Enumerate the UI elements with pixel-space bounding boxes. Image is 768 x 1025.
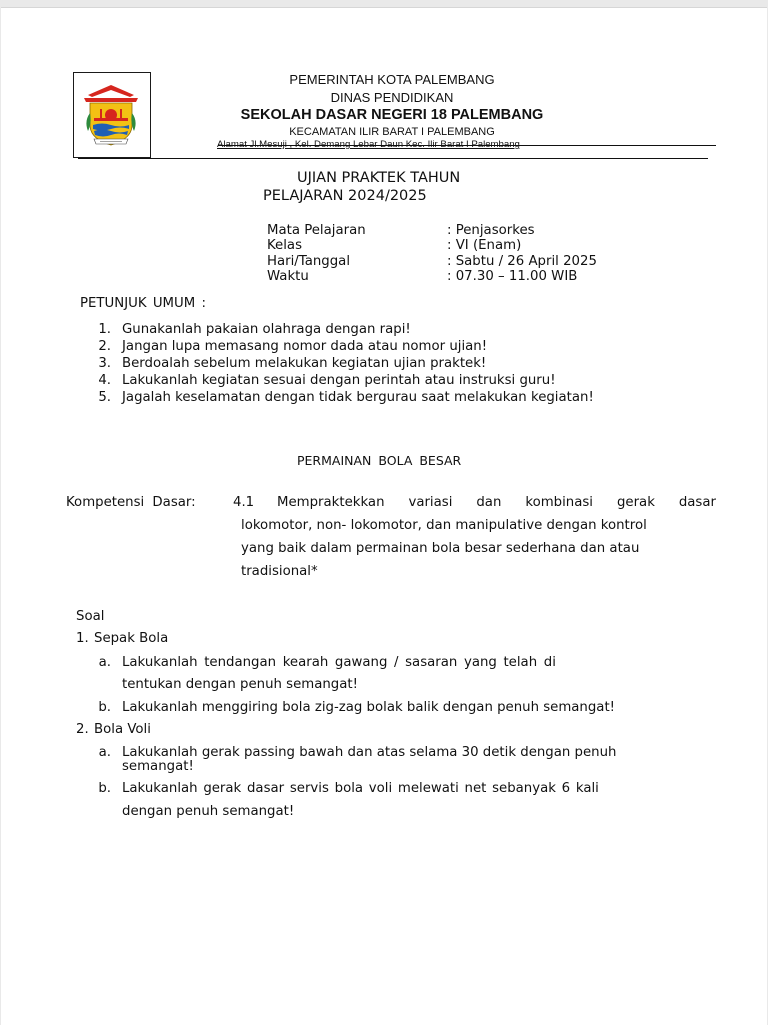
list-item: Berdoalah sebelum melakukan kegiatan ujian praktek! — [122, 356, 487, 371]
school-name: SEKOLAH DASAR NEGERI 18 PALEMBANG — [240, 107, 544, 123]
district-name: KECAMATAN ILIR BARAT I PALEMBANG — [289, 126, 495, 138]
department-name: DINAS PENDIDIKAN — [330, 90, 454, 105]
info-label: Hari/Tanggal — [267, 254, 351, 269]
info-value: : Sabtu / 26 April 2025 — [447, 254, 597, 269]
question-text: tentukan dengan penuh semangat! — [122, 677, 358, 692]
question-text: Lakukanlah gerak passing bawah dan atas selama 30 detik dengan penuh — [122, 745, 617, 760]
info-value: : 07.30 – 11.00 WIB — [447, 269, 578, 284]
list-item: Jagalah keselamatan dengan tidak bergurau saat melakukan kegiatan! — [122, 390, 594, 405]
info-label: Kelas — [267, 238, 303, 253]
competency-word: variasi — [408, 495, 453, 510]
competency-line: tradisional* — [241, 564, 318, 579]
list-item: Gunakanlah pakaian olahraga dengan rapi! — [122, 322, 411, 337]
info-label: Mata Pelajaran — [267, 223, 366, 238]
group-number: 1. — [76, 631, 89, 646]
competency-line: lokomotor, non- lokomotor, dan manipulative dengan kontrol — [241, 518, 647, 533]
school-address: Alamat Jl.Mesuji , Kel. Demang Lebar Daun Kec. Ilir Barat I Palembang — [217, 139, 520, 150]
group-number: 2. — [76, 722, 89, 737]
item-letter: a. — [98, 745, 111, 760]
competency-word: Mempraktekkan — [277, 495, 385, 510]
letterhead-bottom-line — [78, 158, 708, 159]
info-value: : VI (Enam) — [447, 238, 522, 253]
competency-line: yang baik dalam permainan bola besar sederhana dan atau — [241, 541, 640, 556]
questions-heading: Soal — [76, 609, 105, 624]
info-label: Waktu — [267, 269, 309, 284]
exam-title-line2: PELAJARAN 2024/2025 — [263, 188, 427, 204]
item-letter: a. — [98, 655, 111, 670]
info-value: : Penjasorkes — [447, 223, 535, 238]
question-text: semangat! — [122, 759, 194, 774]
competency-word: dasar — [678, 495, 716, 510]
list-number: 3. — [98, 356, 111, 371]
competency-word: dan — [476, 495, 502, 510]
list-number: 4. — [98, 373, 111, 388]
question-text: dengan penuh semangat! — [122, 804, 295, 819]
question-text: Lakukanlah menggiring bola zig-zag bolak balik dengan penuh semangat! — [122, 700, 615, 715]
list-item: Lakukanlah kegiatan sesuai dengan perintah atau instruksi guru! — [122, 373, 556, 388]
document-page — [1, 7, 767, 1025]
list-number: 5. — [98, 390, 111, 405]
instructions-heading: PETUNJUK UMUM : — [80, 296, 206, 311]
section-title: PERMAINAN BOLA BESAR — [297, 453, 462, 468]
competency-label: Kompetensi Dasar: — [66, 495, 196, 510]
group-title: Bola Voli — [94, 722, 151, 737]
item-letter: b. — [98, 781, 111, 796]
group-title: Sepak Bola — [94, 631, 169, 646]
competency-number: 4.1 — [233, 495, 255, 510]
list-item: Jangan lupa memasang nomor dada atau nomor ujian! — [122, 339, 488, 354]
question-text: Lakukanlah tendangan kearah gawang / sasaran yang telah di — [122, 655, 556, 670]
competency-word: kombinasi — [525, 495, 593, 510]
competency-line — [277, 495, 716, 510]
government-name: PEMERINTAH KOTA PALEMBANG — [289, 72, 495, 87]
list-number: 1. — [98, 322, 111, 337]
item-letter: b. — [98, 700, 111, 715]
question-text: Lakukanlah gerak dasar servis bola voli melewati net sebanyak 6 kali — [122, 781, 599, 796]
list-number: 2. — [98, 339, 111, 354]
competency-word: gerak — [616, 495, 655, 510]
exam-title-line1: UJIAN PRAKTEK TAHUN — [297, 170, 461, 186]
